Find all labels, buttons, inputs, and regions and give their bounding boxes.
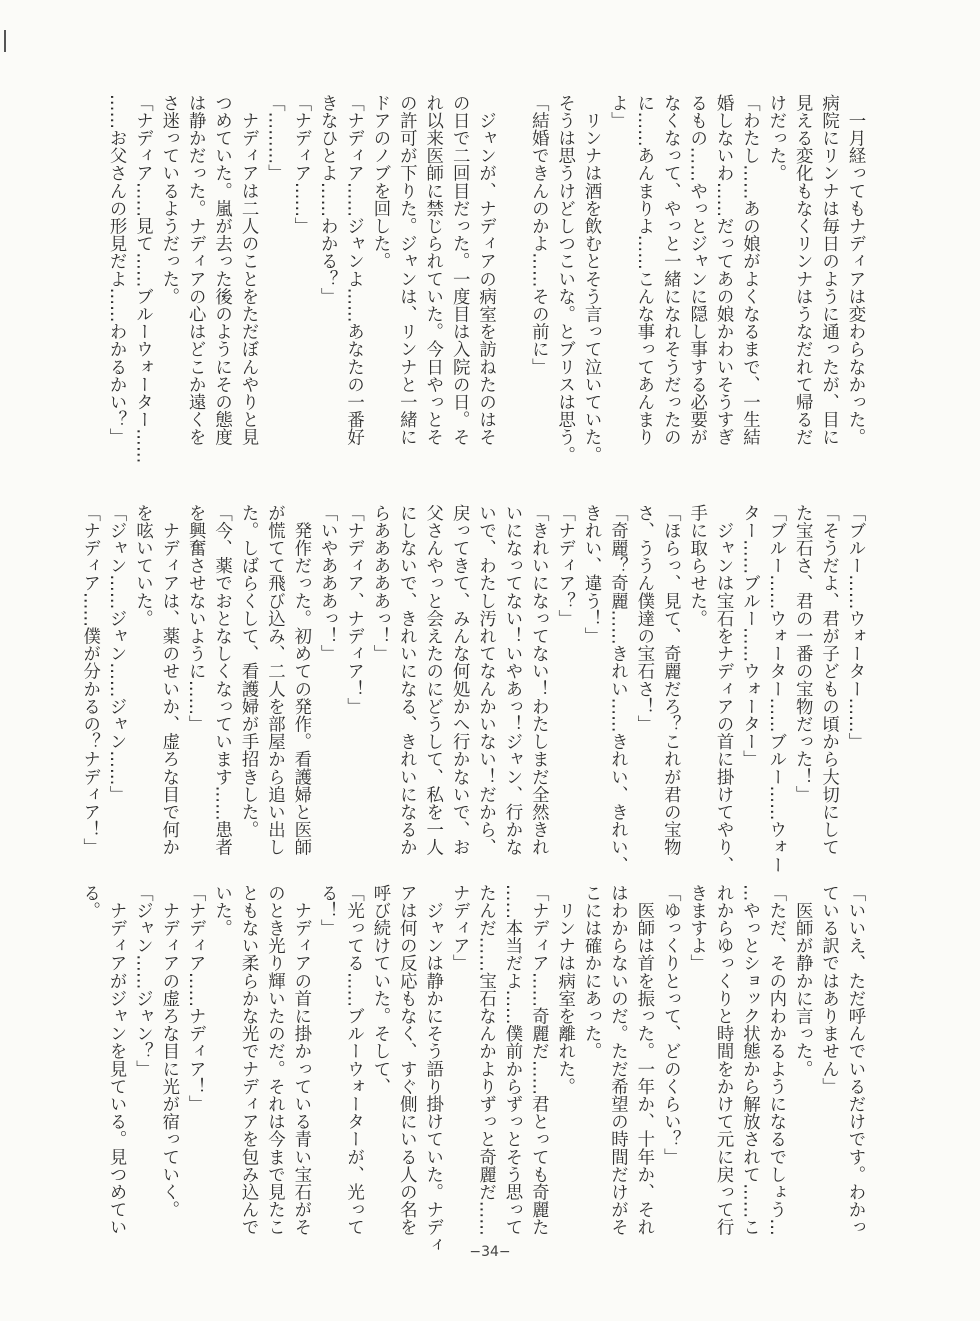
text-column: 「きれいになってない！わたしまだ全然きれ (528, 504, 549, 856)
text-column: 「わたし……あの娘がよくなるまで、一生結 (739, 94, 760, 446)
text-column: ……お父さんの形見だよ……わかるかい？」 (106, 94, 127, 446)
text-column: 「ナディア、ナディア！」 (343, 504, 364, 716)
text-column: 「ナディア……僕が分かるの？ナディア！」 (79, 504, 100, 856)
text-column: 「………」 (264, 94, 285, 182)
text-column: にしないで、きれいになる、きれいになるか (396, 504, 417, 856)
page-number: −34− (469, 1244, 511, 1260)
text-column: 「そうだよ、君が子どもの頃から大切にして (818, 504, 839, 856)
text-column: る。 (79, 884, 100, 920)
text-column: る！」 (317, 884, 338, 937)
text-column: ナディアの虚ろな目に光が宿っていく。 (158, 884, 179, 1219)
text-block-middle (79, 504, 868, 874)
text-column: ジャンが、ナディアの病室を訪ねたのはそ (475, 94, 496, 446)
text-column: ジャンは宝石をナディアの首に掛けてやり、 (713, 504, 734, 874)
text-column: ナディアがジャンを見ている。見つめてい (106, 884, 127, 1236)
text-column: らあああああっ！」 (369, 504, 390, 663)
text-column (499, 94, 525, 454)
text-column: ナディア」 (449, 884, 470, 972)
text-column: た宝石さ、君の一番の宝物だった！」 (792, 504, 813, 804)
text-column: を呟いていた。 (132, 504, 153, 628)
text-column: のとき光り輝いたのだ。それは今まで見たこ (264, 884, 285, 1236)
text-column: 「奇麗？奇麗……きれい……きれい、きれい、 (607, 504, 628, 874)
text-column: 「ゆっくりとって、どのくらい？」 (660, 884, 681, 1166)
text-column: に……あんまりよ……こんな事ってあんまり (633, 94, 654, 446)
text-column: 病院にリンナは毎日のように通ったが、目に (818, 94, 839, 446)
text-column: が慌てて飛び込み、二人を部屋から追い出し (264, 504, 285, 856)
text-column: 手に取らせた。 (686, 504, 707, 628)
text-column: 一月経ってもナディアは変わらなかった。 (845, 94, 865, 446)
text-column: 呼び続けていた。そして、 (369, 884, 390, 1096)
text-column: 「ジャン……ジャン？」 (132, 884, 153, 1078)
text-column: 「ナディア……」 (290, 94, 311, 235)
text-column: リンナは酒を飲むとそう言って泣いていた。 (581, 94, 602, 464)
text-column: た。しばらくして、看護婦が手招きした。 (238, 504, 259, 839)
text-column: アは何の反応もなく、すぐ側にいる人の名を (396, 884, 417, 1236)
text-column: の許可が下りた。ジャンは、リンナと一緒に (396, 94, 417, 446)
text-block-upper (98, 94, 868, 464)
text-column: ナディアは、薬のせいか、虚ろな目で何か (158, 504, 179, 856)
text-column: リンナは病室を離れた。 (554, 884, 575, 1096)
text-column: 「いいえ、ただ呼んでいるだけです。わかっ (845, 884, 865, 1236)
text-column: 「結婚できんのかよ……その前に」 (528, 94, 549, 376)
text-column: ……本当だよ……僕前からずっとそう思って (501, 884, 522, 1236)
text-column: つめていた。嵐が去った後のようにその態度 (211, 94, 232, 446)
text-column: ナディアの首に掛かっている青い宝石がそ (290, 884, 311, 1236)
text-column: 医師が静かに言った。 (792, 884, 813, 1078)
text-column: たんだ……宝石なんかよりずっと奇麗だ…… (475, 884, 496, 1236)
text-column: ドアのノブを回した。 (369, 94, 390, 270)
text-column: るもの……やっとジャンに隠し事する必要が (686, 94, 707, 446)
text-column: 医師は首を振った。一年か、十年か、それ (633, 884, 654, 1236)
text-column: れ以来医師に禁じられていた。今日やっとそ (422, 94, 443, 446)
text-column: いた。 (211, 884, 232, 937)
text-column: 「ブルー……ウォーター……」 (845, 504, 865, 751)
text-column: ジャンは静かにそう語り掛けていた。ナディ (422, 884, 443, 1254)
text-column: …やっとショック状態から解放されて……こ (739, 884, 760, 1236)
text-column: 「ジャン……ジャン……ジャン……」 (106, 504, 127, 804)
text-column: れからゆっくりと時間をかけて元に戻って行 (713, 884, 734, 1236)
text-column: さ、ううん僕達の宝石さ！」 (633, 504, 654, 733)
text-column: いで、わたし汚れてなんかいない！だから、 (475, 504, 496, 856)
text-column: ともない柔らかな光でナディアを包み込んで (238, 884, 259, 1236)
text-column: 「ナディア？」 (554, 504, 575, 628)
text-column: よ」 (607, 94, 628, 130)
text-column: 「ナディア……奇麗だ……君とっても奇麗た (528, 884, 549, 1236)
text-column: 「今、薬でおとなしくなっています……患者 (211, 504, 232, 856)
text-column: 見える変化もなくリンナはうなだれて帰るだ (792, 94, 813, 446)
text-column: けだった。 (765, 94, 786, 182)
text-column: きなひとよ……わかる？」 (317, 94, 338, 306)
text-column: ている訳ではありません」 (818, 884, 839, 1096)
text-column: なくなって、やっと一緒になれそうだったの (660, 94, 681, 446)
text-column: ター……ブルー……ウォーター」 (739, 504, 760, 768)
text-column: 「ブルー……ウォーター……ブルー……ウォー (765, 504, 786, 874)
text-column: 「ほらっ、見て、奇麗だろ？これが君の宝物 (660, 504, 681, 856)
text-column: 「いやあああっ！」 (317, 504, 338, 663)
text-column: は静かだった。ナディアの心はどこか遠くを (185, 94, 206, 446)
text-column: そうは思うけどしつこいな。とブリスは思う。 (554, 94, 575, 464)
text-column: を興奮させないように……」 (185, 504, 206, 733)
text-column: はわからないのだ。ただ希望の時間だけがそ (607, 884, 628, 1236)
text-column: 父さんやっと会えたのにどうして、私を一人 (422, 504, 443, 856)
text-column: 戻ってきて、みんな何処かへ行かないで、お (449, 504, 470, 856)
text-column: 「ナディア……ジャンよ……あなたの一番好 (343, 94, 364, 446)
text-column: きれい、違う！」 (581, 504, 602, 645)
text-column: 「ナディア……ナディア！」 (185, 884, 206, 1113)
text-column: 「光ってる……ブルーウォーターが、光って (343, 884, 364, 1236)
scan-artifact-mark (4, 30, 6, 52)
text-column: 「ただ、その内わかるようになるでしょう… (765, 884, 786, 1236)
text-column: こには確かにあった。 (581, 884, 602, 1060)
text-column: 「ナディア……見て……ブルーウォーター…… (132, 94, 153, 464)
text-column: さ迷っているようだった。 (158, 94, 179, 306)
text-column: きますよ」 (686, 884, 707, 972)
text-column: の日で二回目だった。一度目は入院の日。そ (449, 94, 470, 446)
text-column: ナディアは二人のことをただぼんやりと見 (238, 94, 259, 446)
text-column: 発作だった。初めての発作。看護婦と医師 (290, 504, 311, 856)
text-column: 婚しないわ……だってあの娘かわいそうすぎ (713, 94, 734, 446)
text-column: いになってない！いやあっ！ジャン、行かな (501, 504, 522, 856)
